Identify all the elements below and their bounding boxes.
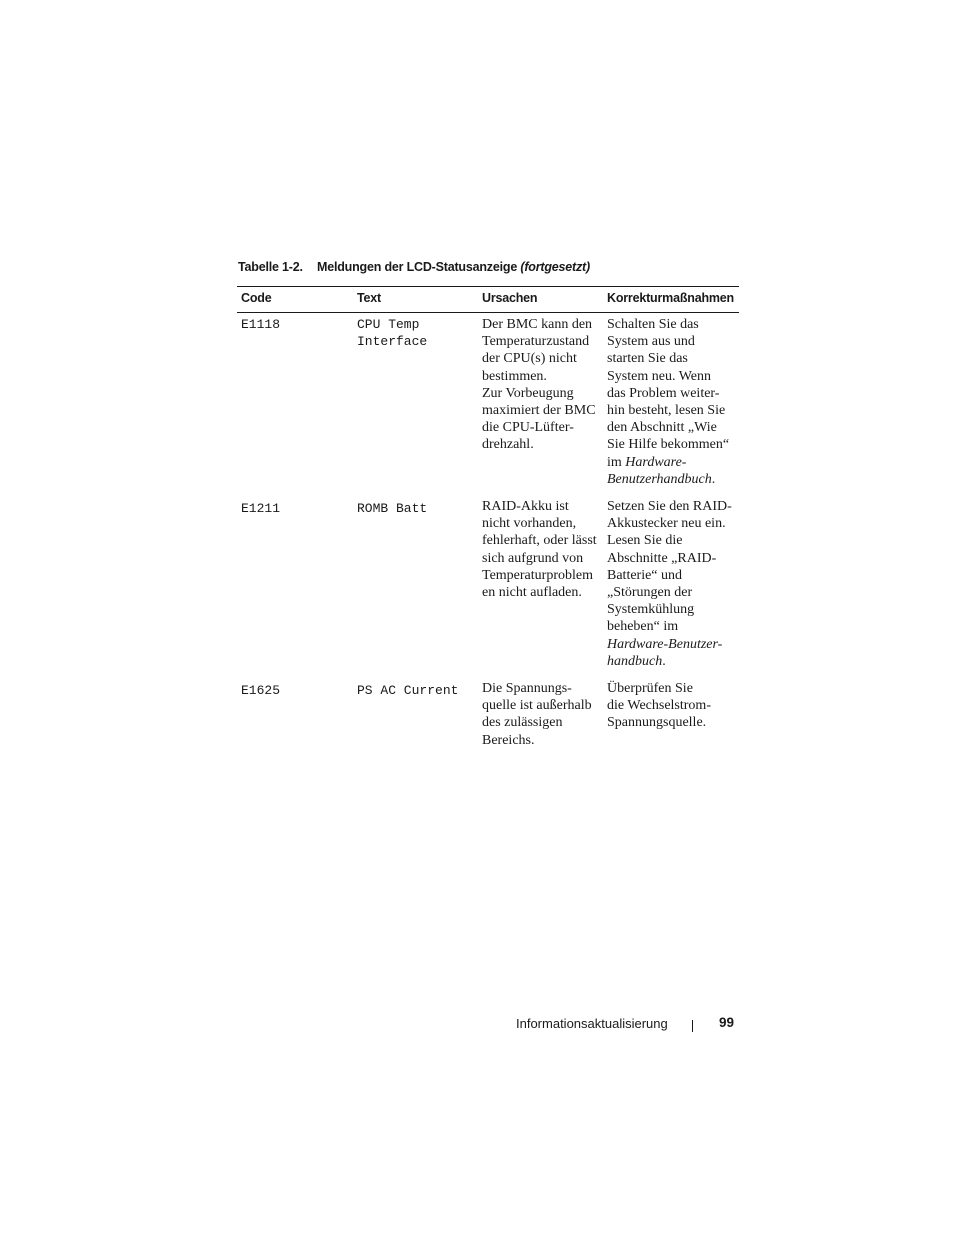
action-text: Überprüfen Sie die Wechselstrom- Spannungsquelle. — [607, 681, 711, 731]
header-causes: Ursachen — [478, 287, 603, 313]
footer-section-title: Informationsaktualisierung — [516, 1016, 668, 1031]
action-text: Schalten Sie das System aus und starten Sie das System neu. Wenn das Problem weiter- hin besteht, lesen Sie den Abschnitt „Wie Sie Hilfe bekommen“ im — [607, 317, 730, 470]
action-manual-reference: Hardware- Benutzerhandbuch — [607, 454, 712, 487]
cell-cause: RAID-Akku ist nicht vorhanden, fehlerhaft, oder lässt sich aufgrund von Temperaturproblem en nicht aufladen. — [482, 499, 597, 601]
table-number: Tabelle 1-2. — [238, 260, 303, 274]
page-number: 99 — [719, 1015, 735, 1030]
table-title: Meldungen der LCD-Statusanzeige — [317, 260, 518, 274]
cell-code: E1625 — [241, 683, 281, 699]
cell-action — [603, 496, 739, 678]
footer-divider — [692, 1020, 693, 1032]
action-text: Setzen Sie den RAID- Akkustecker neu ein. Lesen Sie die Abschnitte „RAID- Batterie“ und „Störungen der Systemkühlung beheben“ im — [607, 499, 732, 635]
cell-cause: Der BMC kann den Temperaturzustand der CPU(s) nicht bestimmen. Zur Vorbeugung maximiert der BMC die CPU-Lüfter- drehzahl. — [482, 317, 596, 453]
header-code: Code — [237, 287, 353, 313]
lcd-status-table — [237, 286, 739, 757]
cell-text: PS AC Current — [357, 683, 459, 699]
header-text: Text — [353, 287, 478, 313]
table-header-row — [237, 287, 739, 313]
cell-text: ROMB Batt — [357, 501, 428, 517]
cell-code: E1211 — [241, 501, 281, 517]
cell-text: CPU Temp Interface — [357, 317, 428, 349]
action-end: . — [711, 471, 716, 487]
table-row — [237, 313, 739, 497]
cell-code: E1118 — [241, 317, 281, 332]
cell-action — [603, 678, 739, 757]
table-subtitle: (fortgesetzt) — [520, 260, 590, 274]
table-caption — [238, 260, 590, 274]
table-row — [237, 678, 739, 757]
action-manual-reference: Hardware-Benutzer- handbuch — [607, 636, 723, 669]
header-actions: Korrekturmaßnahmen — [603, 287, 739, 313]
cell-cause: Die Spannungs- quelle ist außerhalb des zulässigen Bereichs. — [482, 681, 592, 748]
table-row — [237, 496, 739, 678]
cell-action — [603, 313, 739, 497]
action-end: . — [662, 653, 666, 669]
